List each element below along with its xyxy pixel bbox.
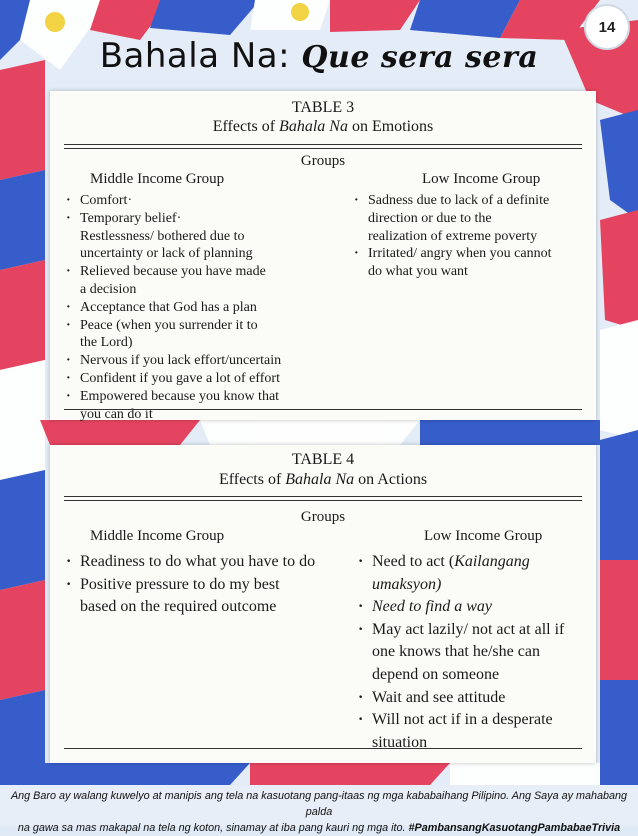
list-item-text: Confident if you gave a lot of effort <box>80 370 280 386</box>
list-item <box>352 210 552 228</box>
table-4-middle-header: Middle Income Group <box>90 528 225 544</box>
table-4-caption-prefix: Effects of <box>218 471 282 488</box>
list-item-text: Peace (when you surrender it to <box>80 317 258 333</box>
list-item-text: Readiness to do what you have to do <box>80 553 316 570</box>
list-item-text: Acceptance that God has a plan <box>80 299 257 315</box>
list-item-italic: Kailangang <box>454 553 530 570</box>
list-item-text: Need to act ( <box>372 553 455 570</box>
list-item-text: Nervous if you lack effort/uncertain <box>80 353 282 369</box>
page-title <box>0 36 638 76</box>
table-3-low-header: Low Income Group <box>422 171 541 187</box>
list-item <box>64 352 281 370</box>
list-item-text: situation <box>372 733 428 751</box>
table-4-groups-label: Groups <box>300 509 346 525</box>
table-3-bottom-rule <box>64 409 582 410</box>
table-4-number: TABLE 4 <box>291 451 355 468</box>
table-4-low-header: Low Income Group <box>424 528 543 544</box>
list-item <box>64 299 281 317</box>
list-item-italic: umaksyon) <box>372 575 442 593</box>
footer-line-2 <box>0 820 638 836</box>
list-item-text: Positive pressure to do my best <box>80 575 280 593</box>
list-item <box>356 709 564 732</box>
list-item <box>352 245 552 263</box>
list-item-text: a decision <box>80 281 137 297</box>
table-3-groups-label: Groups <box>300 153 346 169</box>
list-item-text: Temporary belief· <box>80 210 182 226</box>
table-4-middle-list <box>64 551 315 619</box>
list-item-italic: Need to find a way <box>372 598 492 616</box>
footer-hashtag: #PambansangKasuotangPambabaeTrivia <box>408 822 621 834</box>
list-item <box>64 192 281 210</box>
list-item <box>64 574 315 597</box>
list-item <box>64 228 281 246</box>
list-item <box>64 334 281 352</box>
table-3-middle-list <box>64 192 281 423</box>
list-item-text: Sadness due to lack of a definite <box>368 193 550 208</box>
list-item <box>356 619 564 642</box>
page-number: 14 <box>598 18 616 36</box>
list-item <box>356 551 564 574</box>
list-item <box>64 317 281 335</box>
list-item-text: one knows that he/she can <box>372 643 540 661</box>
list-item <box>64 245 281 263</box>
list-item-text: realization of extreme poverty <box>368 228 538 244</box>
list-item <box>352 192 552 210</box>
list-item-text: Relieved because you have made <box>80 264 266 280</box>
list-item-text: depend on someone <box>372 665 500 683</box>
list-item <box>356 596 564 619</box>
list-item <box>64 281 281 299</box>
table-3-caption-italic: Bahala Na <box>279 118 348 135</box>
table-3-middle-header: Middle Income Group <box>90 171 225 187</box>
list-item-text: direction or due to the <box>368 210 492 226</box>
table-3-low-list <box>352 192 552 281</box>
list-item <box>352 228 552 246</box>
table-4-caption <box>50 471 596 489</box>
list-item <box>352 263 552 281</box>
list-item-text: you can do it <box>80 406 153 422</box>
list-item-text: do what you want <box>368 264 468 280</box>
list-item-text: uncertainty or lack of planning <box>80 246 253 262</box>
list-item-text: May act lazily/ not act at all if <box>372 620 565 638</box>
list-item-text: Empowered because you know that <box>80 388 280 404</box>
table-4-caption-suffix: on Actions <box>358 471 428 488</box>
table-4-low-list <box>356 551 564 754</box>
table-4-top-rule-2 <box>64 500 582 501</box>
list-item <box>64 370 281 388</box>
footer-line-1: Ang Baro ay walang kuwelyo at manipis ang tela na kasuotang pang-itaas ng mga kababaihang Pilipino. Ang Saya ay mahabang palda <box>10 790 628 818</box>
list-item-text: Irritated/ angry when you cannot <box>368 246 552 262</box>
list-item <box>356 574 564 597</box>
list-item <box>64 551 315 574</box>
table-3-caption-suffix: on Emotions <box>351 118 434 135</box>
list-item-text: based on the required outcome <box>80 598 277 616</box>
title-script: Que sera sera <box>301 40 539 75</box>
list-item-text: Will not act if in a desperate <box>372 711 553 729</box>
list-item-text: the Lord) <box>80 335 133 351</box>
table-4-top-rule <box>64 496 582 497</box>
list-item <box>356 732 564 755</box>
title-main: Bahala Na: <box>99 36 291 76</box>
list-item-text: Wait and see attitude <box>372 688 506 706</box>
list-item-text: Restlessness/ bothered due to <box>80 228 245 244</box>
list-item-text: Comfort· <box>80 193 133 208</box>
table-4-panel <box>50 445 596 763</box>
list-item <box>356 641 564 664</box>
footer-trivia <box>0 788 638 836</box>
list-item <box>356 687 564 710</box>
table-4-bottom-rule <box>64 748 582 749</box>
list-item <box>64 388 281 406</box>
table-3-panel <box>50 91 596 420</box>
list-item <box>64 596 315 619</box>
list-item <box>356 664 564 687</box>
table-3-caption <box>50 118 596 136</box>
table-3-top-rule <box>64 144 582 145</box>
table-3-top-rule-2 <box>64 148 582 149</box>
list-item <box>64 210 281 228</box>
list-item <box>64 263 281 281</box>
table-3-caption-prefix: Effects of <box>212 118 276 135</box>
table-3-number: TABLE 3 <box>291 99 355 116</box>
footer-line-2-text: na gawa sa mas makapal na tela ng koton, sinamay at iba pang kauri ng mga ito. <box>17 822 406 834</box>
table-4-caption-italic: Bahala Na <box>285 471 355 488</box>
